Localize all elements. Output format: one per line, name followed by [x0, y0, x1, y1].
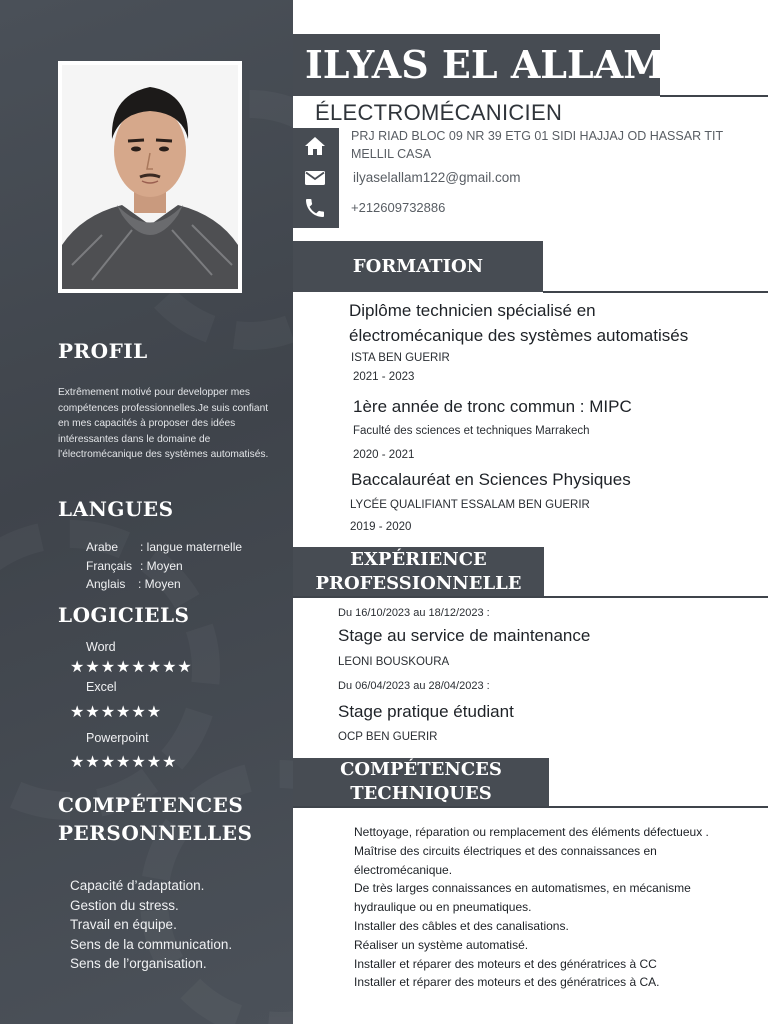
- software-rating-powerpoint: ★★★★★★★: [70, 754, 178, 771]
- formation-heading-bar: [293, 241, 543, 292]
- technical-skills-heading-line2: TECHNIQUES: [350, 783, 492, 804]
- formation-title-line2: électromécanique des systèmes automatisés: [349, 326, 689, 345]
- technical-skill-item: Réaliser un système automatisé.: [354, 937, 529, 952]
- experience-company: LEONI BOUSKOURA: [338, 656, 450, 668]
- formation-years: 2020 - 2021: [353, 449, 415, 461]
- personal-skills-heading-line1: COMPÉTENCES: [58, 793, 244, 817]
- technical-skill-item: Maîtrise des circuits électriques et des connaissances en électromécanique.: [354, 843, 657, 877]
- contact-phone[interactable]: +212609732886: [351, 200, 446, 215]
- technical-skill-item: Nettoyage, réparation ou remplacement des éléments défectueux .: [354, 825, 709, 839]
- software-rating-excel: ★★★★★★: [70, 704, 163, 721]
- experience-title: Stage pratique étudiant: [338, 702, 514, 721]
- technical-skill-item: Installer et réparer des moteurs et des génératrices à CC: [354, 956, 657, 971]
- language-level: : langue maternelle: [140, 540, 243, 554]
- job-title: ÉLECTROMÉCANICIEN: [315, 100, 563, 125]
- experience-heading-line1: EXPÉRIENCE: [350, 548, 487, 570]
- profile-photo: [62, 65, 238, 289]
- language-name: Anglais: [86, 577, 126, 591]
- personal-skill-item: Gestion du stress.: [70, 897, 179, 913]
- personal-skill-item: Travail en équipe.: [70, 917, 177, 932]
- profile-text: Extrêmement motivé pour developper mes compétences professionnelles.Je suis confiant en mes capacités à proposer des idées intéressantes dans le domaine de l'électromécanique des systèmes automatisés.: [58, 387, 269, 461]
- profile-heading: PROFIL: [58, 339, 148, 363]
- technical-skill-item: Installer et réparer des moteurs et des génératrices à CA.: [354, 975, 660, 990]
- formation-title: Baccalauréat en Sciences Physiques: [351, 470, 631, 489]
- personal-skill-item: Sens de la communication.: [70, 936, 233, 952]
- divider-line: [543, 291, 768, 293]
- technical-skill-item: Installer des câbles et des canalisations.: [354, 918, 569, 933]
- mail-icon: [303, 166, 327, 190]
- experience-dates: Du 16/10/2023 au 18/12/2023 :: [338, 607, 490, 619]
- language-level: : Moyen: [140, 558, 183, 573]
- technical-skills-list: [354, 823, 734, 992]
- contact-email[interactable]: ilyaselallam122@gmail.com: [353, 170, 521, 185]
- personal-skill-item: Capacité d’adaptation.: [70, 878, 205, 893]
- personal-skills-heading-line2: PERSONNELLES: [58, 821, 253, 845]
- formation-school: ISTA BEN GUERIR: [351, 352, 450, 364]
- language-item: [86, 557, 242, 576]
- formation-years: 2019 - 2020: [350, 521, 412, 533]
- experience-dates: Du 06/04/2023 au 28/04/2023 :: [338, 680, 490, 692]
- sidebar: [0, 0, 293, 1024]
- formation-title-line1: Diplôme technicien spécialisé en: [349, 301, 596, 320]
- language-item: [86, 575, 242, 594]
- language-name: Arabe: [86, 540, 119, 554]
- software-name-word: Word: [86, 640, 116, 654]
- experience-company: OCP BEN GUERIR: [338, 731, 438, 743]
- divider-line: [293, 596, 768, 598]
- contact-icons-strip: [293, 128, 339, 228]
- personal-skill-item: Sens de l’organisation.: [70, 956, 207, 971]
- software-rating-word: ★★★★★★★★: [70, 659, 193, 676]
- software-heading: LOGICIELS: [58, 603, 190, 627]
- formation-years: 2021 - 2023: [353, 371, 415, 383]
- language-item: [86, 538, 242, 557]
- languages-heading: LANGUES: [58, 497, 174, 521]
- personal-skills-list: [70, 876, 232, 974]
- technical-skill-item: De très larges connaissances en automatismes, en mécanisme hydraulique ou en pneumatiques.: [354, 881, 691, 915]
- experience-heading-line2: PROFESSIONNELLE: [315, 572, 522, 594]
- language-name: Français: [86, 558, 133, 573]
- technical-skills-heading-line1: COMPÉTENCES: [340, 759, 502, 780]
- divider-line: [660, 95, 768, 97]
- formation-school: LYCÉE QUALIFIANT ESSALAM BEN GUERIR: [350, 499, 590, 511]
- software-name-powerpoint: Powerpoint: [86, 731, 149, 745]
- formation-title: 1ère année de tronc commun : MIPC: [353, 397, 632, 416]
- technical-skills-heading-bar: [293, 758, 549, 806]
- languages-list: [86, 538, 242, 594]
- language-level: : Moyen: [138, 577, 181, 591]
- full-name: ILYAS EL ALLAM: [293, 34, 660, 96]
- person-portrait-icon: [62, 65, 238, 289]
- home-icon: [303, 134, 327, 158]
- phone-icon: [303, 196, 327, 220]
- experience-title: Stage au service de maintenance: [338, 626, 591, 645]
- software-name-excel: Excel: [86, 680, 117, 694]
- formation-heading: FORMATION: [352, 255, 484, 277]
- experience-heading-bar: [293, 547, 544, 596]
- formation-school: Faculté des sciences et techniques Marrakech: [353, 425, 590, 437]
- contact-address: PRJ RIAD BLOC 09 NR 39 ETG 01 SIDI HAJJAJ OD HASSAR TIT MELLIL CASA: [351, 129, 723, 161]
- divider-line: [293, 806, 768, 808]
- profile-photo-frame: [58, 61, 242, 293]
